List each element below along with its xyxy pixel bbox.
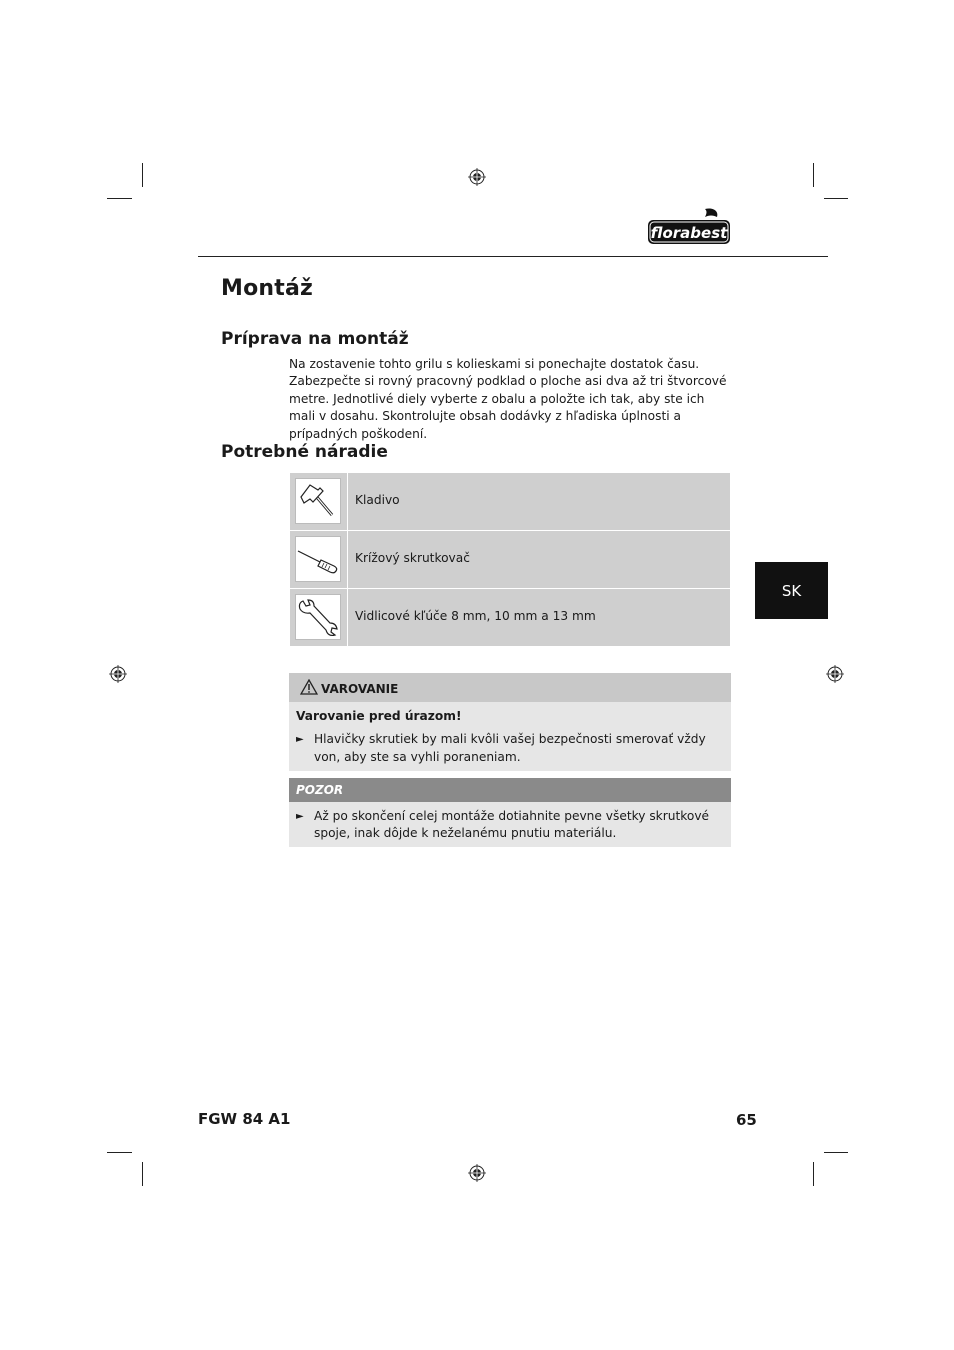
tool-label: Krížový skrutkovač [355, 551, 470, 565]
arrow-bullet-icon: ► [296, 811, 304, 822]
tool-label: Kladivo [355, 493, 400, 507]
registration-mark-icon [468, 168, 486, 186]
registration-mark-icon [826, 665, 844, 683]
svg-text:florabest: florabest [650, 224, 728, 242]
warning-bullet-text: Hlavičky skrutiek by mali kvôli vašej bezpečnosti smerovať vždy von, aby ste sa vyhli poraneniam. [314, 732, 706, 764]
tool-row [290, 531, 730, 588]
wrench-icon [295, 594, 341, 640]
registration-mark-icon [468, 1164, 486, 1182]
arrow-bullet-icon: ► [296, 734, 304, 746]
section-title-tools: Potrebné náradie [221, 442, 388, 462]
caution-body [289, 802, 731, 847]
caution-title: POZOR [289, 778, 731, 802]
warning-box [289, 673, 731, 771]
tool-row [290, 473, 730, 530]
preparation-paragraph: Na zostavenie tohto grilu s kolieskami si ponechajte dostatok času. Zabezpečte si rovný pracovný podklad o ploche asi dva až tri štvorcové metre. Jednotlivé diely vyberte z obalu a položte ich tak, aby ste ich mali v dosahu. Skontrolujte obsah dodávky z hľadiska úplnosti a prípadných poškodení. [289, 357, 727, 441]
page-number: 65 [736, 1111, 757, 1129]
crop-mark [824, 198, 848, 199]
section-title-preparation: Príprava na montáž [221, 329, 409, 349]
hammer-icon [295, 478, 341, 524]
tool-label: Vidlicové kľúče 8 mm, 10 mm a 13 mm [355, 609, 596, 623]
list-item [296, 808, 724, 843]
warning-title: VAROVANIE [321, 682, 399, 696]
crop-mark [813, 1162, 814, 1186]
florabest-logo [647, 207, 731, 247]
header-rule [198, 256, 828, 257]
caution-bullet-text: Až po skončení celej montáže dotiahnite pevne všetky skrutkové spoje, inak dôjde k neželanému pnutiu materiálu. [314, 809, 710, 841]
tool-divider [347, 473, 348, 530]
screwdriver-icon [295, 536, 341, 582]
warning-triangle-icon [300, 679, 318, 695]
warning-subtitle: Varovanie pred úrazom! [296, 709, 462, 723]
footer-model: FGW 84 A1 [198, 1110, 291, 1128]
tool-row [290, 589, 730, 646]
crop-mark [107, 1152, 132, 1153]
caution-box [289, 778, 731, 847]
crop-mark [107, 198, 132, 199]
crop-mark [142, 163, 143, 187]
tools-table [290, 473, 730, 647]
registration-mark-icon [109, 665, 127, 683]
warning-body [289, 702, 731, 771]
warning-header [289, 673, 731, 702]
crop-mark [142, 1162, 143, 1186]
page-title: Montáž [221, 276, 314, 301]
language-tab-label: SK [781, 581, 802, 600]
crop-mark [813, 163, 814, 187]
tool-divider [347, 589, 348, 646]
tool-divider [347, 531, 348, 588]
language-tab [755, 562, 828, 619]
list-item [296, 731, 724, 766]
crop-mark [824, 1152, 848, 1153]
